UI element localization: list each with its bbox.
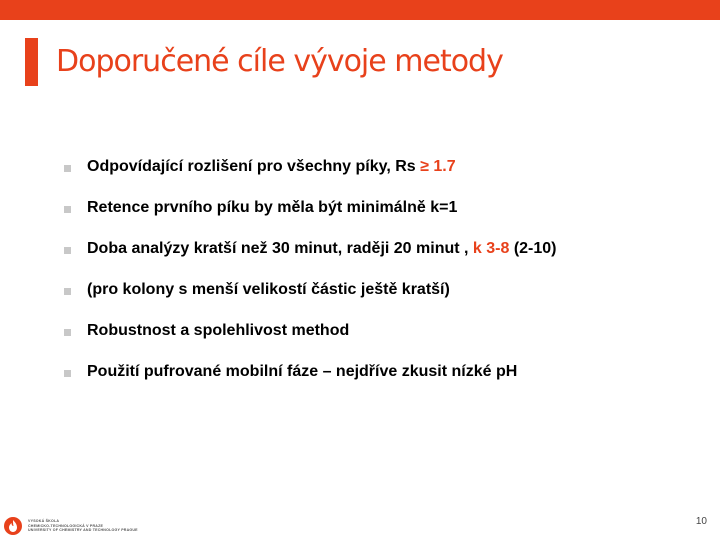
title-accent-bar [25, 38, 38, 86]
bullet-main-text: (pro kolony s menší velikostí částic ještě kratší) [87, 281, 450, 298]
bullet-main-text: Odpovídající rozlišení pro všechny píky, Rs [87, 158, 421, 175]
bullet-text [87, 158, 456, 176]
bullet-tail-text: (2-10) [509, 240, 557, 257]
logo-line: UNIVERSITY OF CHEMISTRY AND TECHNOLOGY PRAGUE [28, 528, 138, 533]
bullet-main-text: Doba analýzy kratší než 30 minut, raději 20 minut , [87, 240, 473, 257]
bullet-item [62, 281, 702, 322]
square-bullet-icon [64, 247, 71, 254]
bullet-highlight: k 3-8 [472, 240, 510, 257]
bullet-item [62, 363, 702, 404]
top-accent-bar [0, 0, 720, 20]
logo-line: VYSOKÁ ŠKOLA [28, 519, 60, 524]
bullet-list [62, 158, 702, 404]
slide-title: Doporučené cíle vývoje metody [56, 44, 503, 79]
bullet-item [62, 199, 702, 240]
logo-text [28, 519, 138, 532]
bullet-text [87, 240, 557, 258]
bullet-main-text: Použití pufrované mobilní fáze – nejdříve zkusit nízké pH [87, 363, 518, 380]
flame-logo-icon [4, 517, 22, 535]
page-number: 10 [695, 516, 707, 527]
square-bullet-icon [64, 288, 71, 295]
square-bullet-icon [64, 206, 71, 213]
bullet-item [62, 322, 702, 363]
square-bullet-icon [64, 370, 71, 377]
bullet-item [62, 158, 702, 199]
bullet-highlight: ≥ 1.7 [420, 158, 456, 175]
bullet-main-text: Retence prvního píku by měla být minimálně k=1 [87, 199, 458, 216]
square-bullet-icon [64, 329, 71, 336]
bullet-item [62, 240, 702, 281]
university-logo [4, 516, 138, 536]
bullet-main-text: Robustnost a spolehlivost method [87, 322, 350, 339]
square-bullet-icon [64, 165, 71, 172]
logo-line: CHEMICKO-TECHNOLOGICKÁ V PRAZE [28, 523, 104, 528]
